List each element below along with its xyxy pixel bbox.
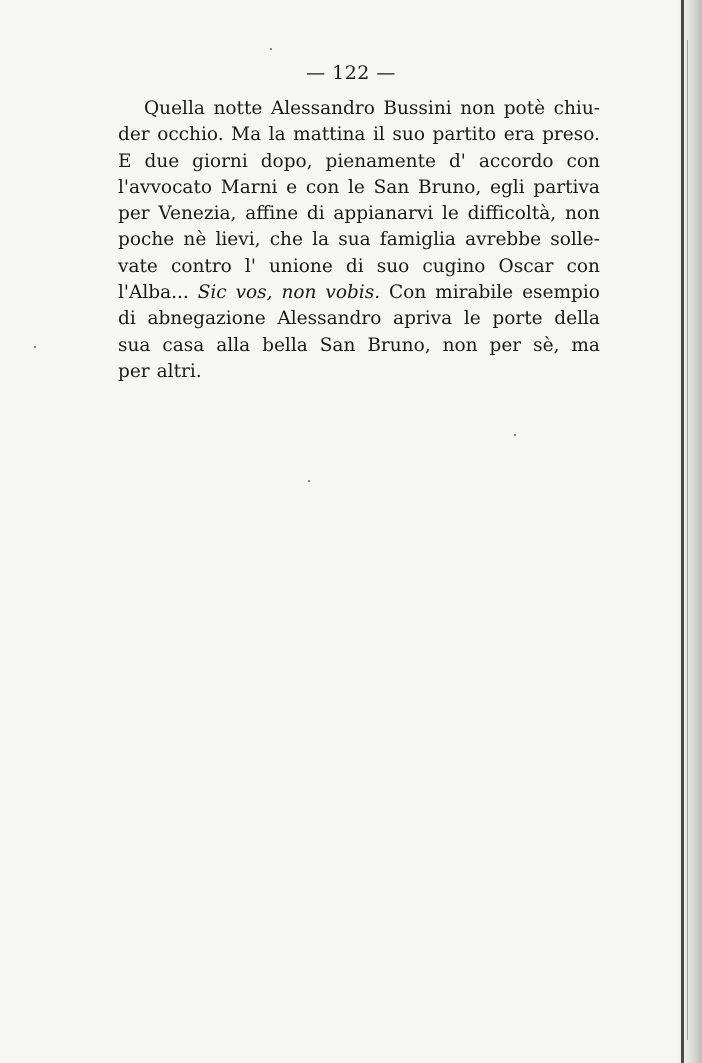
word: ma xyxy=(571,334,600,356)
book-binding-edge-inner xyxy=(687,40,688,1040)
word: avrebbe xyxy=(465,229,542,251)
word: Venezia, xyxy=(158,203,237,225)
word: bella xyxy=(262,334,308,356)
word: con xyxy=(566,150,600,172)
word: che xyxy=(269,229,303,251)
word: Alessandro xyxy=(270,98,375,119)
word: E xyxy=(118,150,132,172)
word: potè xyxy=(503,98,546,119)
word: contro xyxy=(170,255,232,277)
word: dopo, xyxy=(260,150,313,172)
word: le xyxy=(463,308,481,330)
word: sè, xyxy=(533,334,560,356)
word: per xyxy=(118,360,150,382)
word: poche xyxy=(118,229,175,251)
word: le xyxy=(348,176,365,198)
word: con xyxy=(305,176,340,198)
word: der xyxy=(118,124,150,146)
text-line xyxy=(118,306,600,332)
book-binding-edge xyxy=(681,0,684,1063)
paper-speck xyxy=(34,346,36,348)
word: preso. xyxy=(542,124,600,146)
word: la xyxy=(268,124,286,146)
word: l'avvocato xyxy=(118,176,213,198)
word: di xyxy=(118,308,136,330)
italic-word: Sic xyxy=(197,282,227,304)
text-line xyxy=(118,254,600,280)
page-number: — 122 — xyxy=(306,62,396,84)
word: le xyxy=(441,203,459,225)
word: cugino xyxy=(422,255,486,277)
word: sua xyxy=(338,229,371,251)
word: Alessandro xyxy=(277,308,382,330)
word: d' xyxy=(448,150,466,172)
word: apriva xyxy=(393,308,453,330)
word: e xyxy=(286,176,298,198)
word: difficoltà, xyxy=(467,203,557,225)
word: di xyxy=(345,255,364,277)
word: era xyxy=(503,124,535,146)
paper-speck xyxy=(514,434,516,436)
word: non xyxy=(442,334,478,356)
word: occhio. xyxy=(157,124,224,146)
book-spine-shadow xyxy=(676,0,702,1063)
word: esempio xyxy=(522,282,600,304)
word: affine xyxy=(245,203,299,225)
word: due xyxy=(144,150,180,172)
word: partiva xyxy=(533,176,600,198)
word: San xyxy=(373,176,410,198)
word: non xyxy=(564,203,600,225)
word: la xyxy=(312,229,330,251)
word: altri. xyxy=(156,360,202,382)
word: casa xyxy=(162,334,205,356)
word: Bussini xyxy=(383,98,452,119)
word: Ma xyxy=(231,124,262,146)
italic-word: vos, xyxy=(235,282,273,304)
word: per xyxy=(489,334,522,356)
word: giorni xyxy=(192,150,248,172)
word: Marni xyxy=(220,176,278,198)
word: della xyxy=(554,308,600,330)
word: San xyxy=(319,334,356,356)
word: mattina xyxy=(293,124,366,146)
word: Quella xyxy=(144,98,205,119)
word: unione xyxy=(269,255,333,277)
word: lievi, xyxy=(215,229,261,251)
word: alla xyxy=(216,334,251,356)
word: Con xyxy=(389,282,427,304)
word: pienamente xyxy=(325,150,436,172)
body-paragraph xyxy=(118,96,600,385)
word: per xyxy=(118,203,150,225)
word: suo xyxy=(392,124,425,146)
word: vate xyxy=(118,255,158,277)
word: porte xyxy=(492,308,543,330)
paper-speck xyxy=(270,48,272,50)
text-line xyxy=(118,96,600,122)
word: notte xyxy=(213,98,263,119)
word: il xyxy=(373,124,385,146)
word: di xyxy=(306,203,325,225)
word: solle- xyxy=(550,229,600,251)
italic-word: vobis. xyxy=(325,282,381,304)
text-line xyxy=(118,359,600,385)
text-line xyxy=(118,149,600,175)
text-line xyxy=(118,201,600,227)
text-line xyxy=(118,122,600,148)
word: non xyxy=(460,98,496,119)
word: Bruno, xyxy=(367,334,431,356)
word: appianarvi xyxy=(333,203,434,225)
word: Oscar xyxy=(498,255,554,277)
word: Bruno, xyxy=(417,176,482,198)
word: con xyxy=(566,255,600,277)
paper-speck xyxy=(308,480,310,482)
italic-word: non xyxy=(281,282,317,304)
text-line xyxy=(118,227,600,253)
word: nè xyxy=(183,229,207,251)
word: sua xyxy=(118,334,151,356)
word: egli xyxy=(490,176,525,198)
word: l'Alba... xyxy=(118,282,189,304)
text-line xyxy=(118,280,600,306)
text-line xyxy=(118,175,600,201)
word: partito xyxy=(432,124,497,146)
word: suo xyxy=(376,255,410,277)
word: abnegazione xyxy=(147,308,266,330)
word: mirabile xyxy=(435,282,514,304)
word: accordo xyxy=(478,150,554,172)
word: famiglia xyxy=(379,229,456,251)
word: l' xyxy=(244,255,256,277)
text-line xyxy=(118,333,600,359)
word: chiu- xyxy=(553,98,600,119)
